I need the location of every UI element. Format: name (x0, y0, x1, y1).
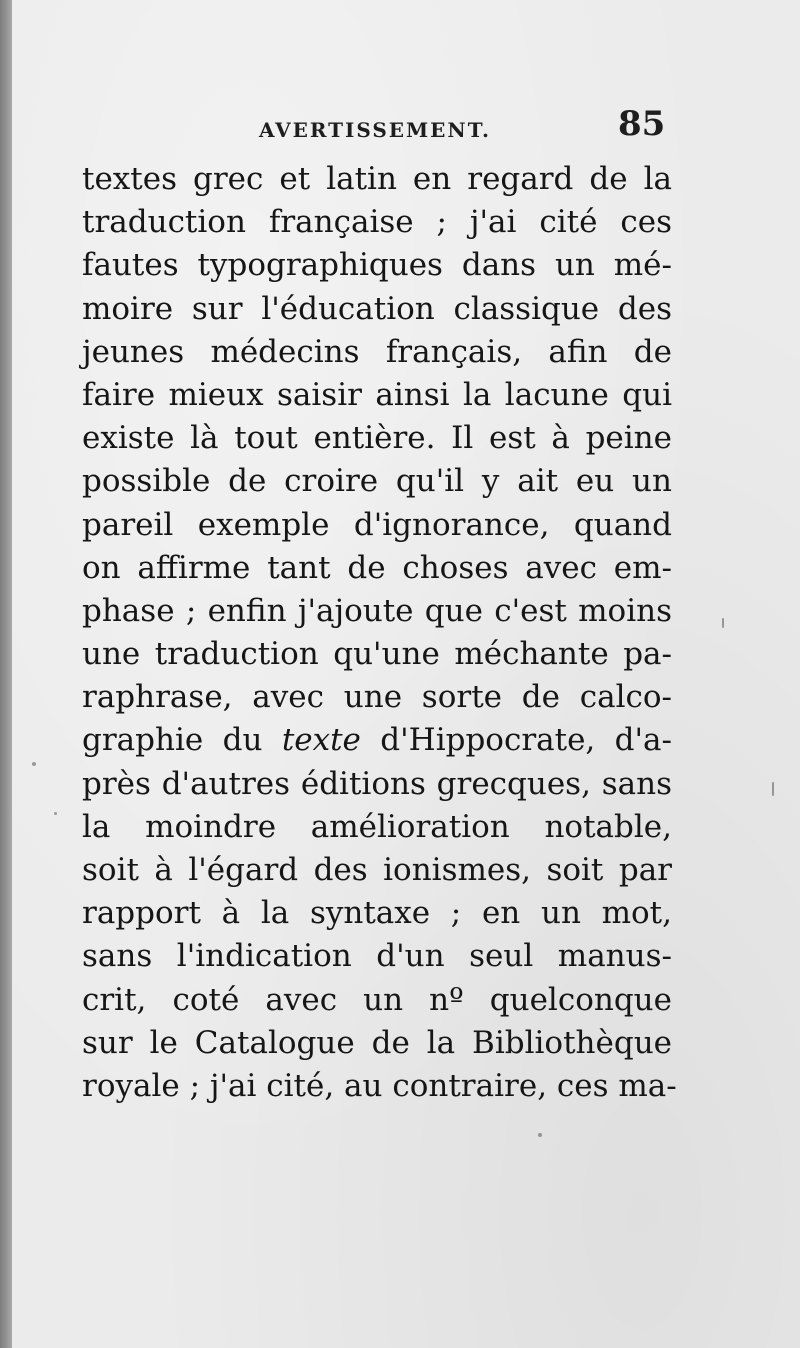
text-line: une traduction qu'une méchante pa- (82, 636, 672, 673)
page-edge-shadow (0, 0, 12, 1348)
text-segment: d'Hippocrate, d'a- (360, 722, 672, 759)
text-line: textes grec et latin en regard de la (82, 161, 672, 197)
body-text (82, 158, 677, 1108)
text-line: possible de croire qu'il y ait eu un (82, 463, 672, 500)
text-line: sans l'indication d'un seul manus- (82, 938, 672, 975)
text-line: on affirme tant de choses avec em- (82, 549, 672, 586)
text-line: pareil exemple d'ignorance, quand (82, 506, 672, 543)
paper-speck (538, 1133, 542, 1137)
text-line: rapport à la syntaxe ; en un mot, (82, 895, 672, 932)
page-number: 85 (618, 104, 666, 144)
text-line: phase ; enfin j'ajoute que c'est moins (82, 592, 672, 629)
paper-speck (772, 782, 774, 796)
text-line: sur le Catalogue de la Bibliothèque (82, 1024, 672, 1061)
text-line: traduction française ; j'ai cité ces (82, 204, 672, 241)
text-line: royale ; j'ai cité, au contraire, ces ma- (82, 1067, 677, 1104)
text-line: soit à l'égard des ionismes, soit par (82, 852, 672, 888)
text-line: faire mieux saisir ainsi la lacune qui (82, 376, 672, 413)
text-line: près d'autres éditions grecques, sans (82, 765, 672, 802)
italic-word: texte (281, 722, 361, 759)
text-line: crit, coté avec un nº quelconque (82, 981, 672, 1018)
paper-speck (32, 762, 36, 766)
text-line: raphrase, avec une sorte de calco- (82, 679, 672, 716)
paper-speck (54, 812, 57, 815)
book-page (12, 0, 800, 1348)
text-line: jeunes médecins français, afin de (82, 333, 672, 370)
text-segment: graphie du (82, 722, 282, 759)
text-line: moire sur l'éducation classique des (82, 290, 672, 327)
text-line: existe là tout entière. Il est à peine (82, 420, 672, 457)
text-line: fautes typographiques dans un mé- (82, 247, 672, 284)
paper-speck (722, 618, 724, 628)
text-line: la moindre amélioration notable, (82, 808, 672, 845)
running-head (12, 100, 800, 150)
text-line (82, 719, 672, 762)
running-title: AVERTISSEMENT. (259, 118, 491, 142)
